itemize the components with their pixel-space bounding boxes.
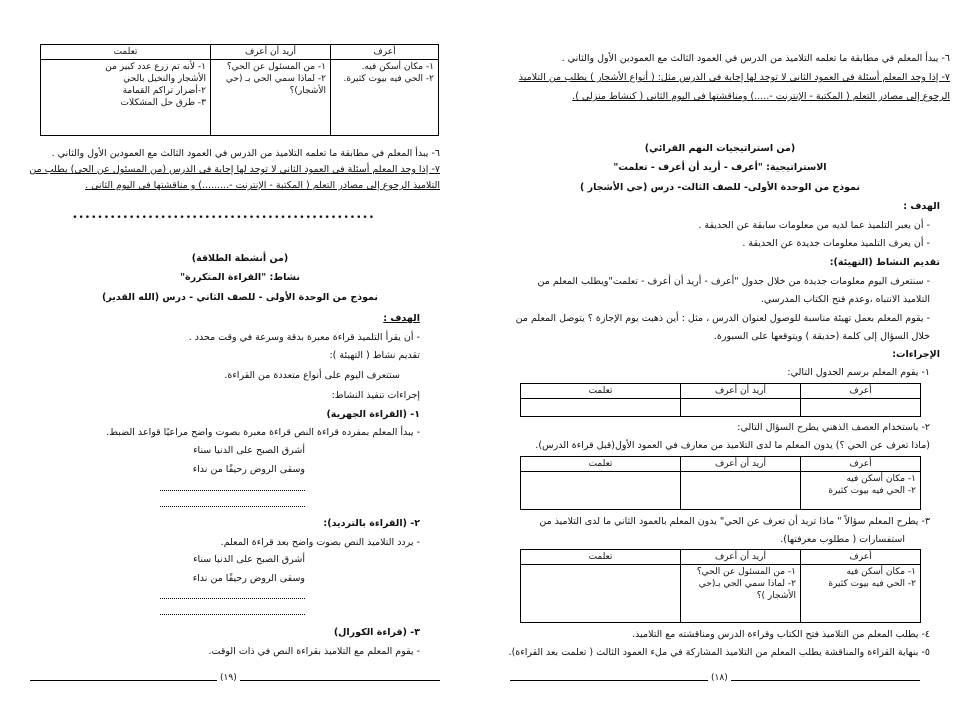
right-step7b: الرجوع إلى مصادر التعلم ( المكتبة - الإنترنت -.....) ومناقشتها في اليوم الثاني ( كنشاط منزلي ). [572, 91, 950, 102]
header-know: أعرف [331, 45, 439, 60]
header-know: أعرف [801, 384, 921, 399]
reading2-label: ٢- (القراءة بالترديد): [323, 518, 420, 529]
cell-know: ١- مكان أسكن فيه ٢- الحي فيه بيوت كثيرة [801, 565, 921, 623]
right-goal-label: الهدف : [903, 201, 940, 212]
left-step7a: ٧- إذا وجد المعلم أسئلة في العمود الثاني لا توجد لها إجابة في الدرس (من المسئول عن الحي) يطلب من [29, 164, 440, 175]
right-intro1a: - سنتعرف اليوم معلومات جديدة من خلال جدول "أعرف - أريد أن أعرف - تعلمت"ويطلب المعلم من [537, 276, 930, 287]
cell-want: ١- من المسئول عن الحي؟ ٢- لماذا سمي الحي بـ(حي الأشجار )؟ [681, 565, 801, 623]
strategy-name: الاستراتيجية: "أعرف - أريد أن أعرف - تعلمت" [613, 162, 827, 173]
cell-want: ١- من المسئول عن الحي؟ ٢- لماذا سمي الحي بـ (حي الأشجار)؟ [211, 60, 331, 136]
header-want: أريد أن أعرف [211, 45, 331, 60]
activities-title: (من أنشطة الطلاقة) [191, 253, 289, 264]
left-step6: ٦- يبدأ المعلم في مطابقة ما تعلمه التلاميذ من الدرس في العمود الثالث مع العمودين الأول والثاني . [51, 148, 440, 159]
right-intro2b: خلال السؤال إلى كلمة (حديقة ) ويتوقعها على السبورة. [713, 331, 930, 342]
left-page-number: (١٩) [217, 673, 240, 683]
right-p2b: (ماذا تعرف عن الحي ؟) يدون المعلم ما لدى التلاميذ من معارف في العمود الأول(قبل قراءة الدرس). [535, 440, 930, 451]
header-want: أريد أن أعرف [681, 457, 801, 472]
blank-line [160, 614, 305, 615]
left-intro-text: ستتعرف اليوم على أنواع متعددة من القراءة. [224, 370, 400, 381]
right-p4: ٤- يطلب المعلم من التلاميذ فتح الكتاب وقراءة الدرس ومناقشته مع التلاميذ. [632, 629, 930, 640]
blank-line [160, 598, 305, 599]
header-learned: تعلمت [521, 550, 681, 565]
section-separator: •••••••••••••••••••••••••••••••••••••••••••••••• [72, 213, 375, 223]
right-page-number: (١٨) [708, 673, 731, 683]
right-p2a: ٢- باستخدام العصف الذهني يطرح السؤال التالي: [737, 422, 930, 433]
kwl-table-step2 [520, 456, 921, 510]
header-learned: تعلمت [521, 457, 681, 472]
reading1-label: ١- (القراءة الجهرية) [326, 409, 420, 420]
left-procedures-label: إجراءات تنفيذ النشاط: [331, 390, 420, 401]
left-intro-label: تقديم نشاط ( التهيئة ): [329, 350, 420, 361]
left-step7b: التلاميذ الرجوع إلى مصادر التعلم ( المكتبة - الإنترنت -.........) و مناقشتها في اليوم الثاني . [85, 180, 440, 191]
right-procedures-label: الإجراءات: [892, 349, 940, 360]
left-goal-label: الهدف : [383, 313, 420, 324]
right-intro2a: - يقوم المعلم بعمل تهيئة مناسبة للوصول لعنوان الدرس ، مثل : أين ذهبت يوم الإجازة ؟ يتوصل المعلم من [515, 313, 930, 324]
left-model: نموذج من الوحدة الأولى - للصف الثاني - درس (الله القدير) [102, 292, 378, 303]
reading2-text: - يردد التلاميذ النص بصوت واضح بعد قراءة المعلم. [220, 537, 420, 548]
kwl-table-completed [40, 44, 439, 136]
right-p1: ١- يقوم المعلم برسم الجدول التالي: [787, 367, 930, 378]
header-want: أريد أن أعرف [681, 550, 801, 565]
right-step6: ٦- يبدأ المعلم في مطابقة ما تعلمه التلاميذ من الدرس في العمود الثالث مع العمودين الأول والثاني . [561, 53, 950, 64]
header-know: أعرف [801, 550, 921, 565]
poem2-line2: وسقى الروض رحيقًا من نداء [192, 573, 305, 584]
header-learned: تعلمت [41, 45, 211, 60]
right-p3a: ٣- يطرح المعلم سؤالاً " ماذا تريد أن تعرف عن الحي" يدون المعلم بالعمود الثاني ما لدى التلاميذ من [539, 516, 930, 527]
header-know: أعرف [801, 457, 921, 472]
right-p3b: استفسارات ( مطلوب معرفتها). [780, 534, 905, 545]
header-learned: تعلمت [521, 384, 681, 399]
right-intro-label: تقديم النشاط (التهيئة): [829, 257, 940, 268]
blank-line [160, 506, 305, 507]
left-goal-text: - أن يقرأ التلميذ قراءة معبرة بدقة وسرعة في وقت محدد . [188, 332, 420, 343]
reading3-text: - يقوم المعلم مع التلاميذ بقراءة النص في ذات الوقت. [208, 646, 420, 657]
poem1-line1: أشرق الصبح على الدنيا سناء [193, 445, 305, 456]
reading3-label: ٣- (قراءة الكورال) [333, 627, 420, 638]
strategies-title: (من استراتيجيات النهم القرائي) [644, 143, 796, 154]
right-p5: ٥- بنهاية القراءة والمناقشة يطلب المعلم من التلاميذ المشاركة في ملء العمود الثالث ( تعلمت بعد القراءة). [508, 647, 930, 658]
header-want: أريد أن أعرف [681, 384, 801, 399]
right-goal1: - أن يعبر التلميذ عما لديه من معلومات سابقة عن الحديقة . [698, 220, 930, 231]
right-model: نموذج من الوحدة الأولى- للصف الثالث- درس (حي الأشجار ) [580, 182, 860, 193]
cell-know: ١- مكان أسكن فيه ٢- الحي فيه بيوت كثيرة [801, 472, 921, 510]
cell-learned: ١- لأنه تم زرع عدد كبير من الأشجار والنخيل بالحي ٢-أضرار تراكم القمامة ٣- طرق حل المشكلات [41, 60, 211, 136]
right-goal2: - أن يعرف التلميذ معلومات جديدة عن الحديقة . [742, 238, 930, 249]
right-step7a: ٧- إذا وجد المعلم أسئلة في العمود الثاني لا توجد لها إجابة في الدرس مثل: ( أنواع الأشجار ) يطلب من التلاميذ [518, 72, 950, 83]
poem2-line1: أشرق الصبح على الدنيا سناء [193, 554, 305, 565]
right-intro1b: التلاميذ الانتباه ،وعدم فتح الكتاب المدرسي. [760, 294, 930, 305]
reading1-text: - يبدأ المعلم بمفرده قراءة النص قراءة معبرة بصوت واضح مراعيًا قواعد الضبط. [106, 427, 420, 438]
cell-know: ١- مكان أسكن فيه. ٢- الحي فيه بيوت كثيرة. [331, 60, 439, 136]
activity-name: نشاط: "القراءة المتكررة" [180, 272, 300, 283]
kwl-table-empty [520, 383, 921, 417]
blank-line [160, 490, 305, 491]
poem1-line2: وسقى الروض رحيقًا من نداء [192, 464, 305, 475]
right-page [480, 0, 960, 720]
kwl-table-step3 [520, 549, 921, 623]
